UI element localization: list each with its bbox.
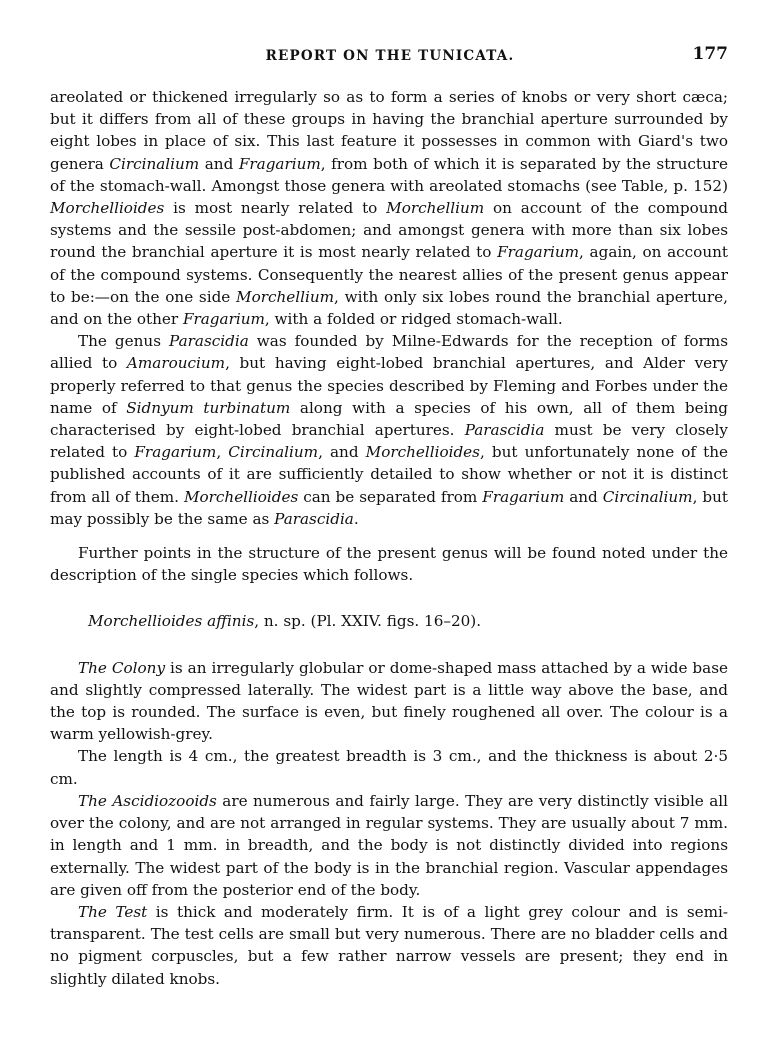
- running-head: REPORT ON THE TUNICATA.: [265, 48, 515, 64]
- page-number: 177: [692, 44, 728, 64]
- paragraph-measurements: The length is 4 cm., the greatest breadth is 3 cm., and the thickness is about 2·5 cm.: [50, 747, 728, 788]
- body-text: [50, 86, 728, 990]
- paragraph-genus-comparison: areolated or thickened irregularly so as to form a series of knobs or very short cæca; but it differs from all of these groups in having the branchial aperture surrounded by eight lobes in place of six. This last feature it possesses in common with Giard's two genera Circinalium and Fragarium, from both of which it is separated by the structure of the stomach-wall. Amongst those genera with areolated stomachs (see Table, p. 152) Morchellioides is most nearly related to Morchellium on account of the compound systems and the sessile post-abdomen; and amongst genera with more than six lobes round the branchial aperture it is most nearly related to Fragarium, again, on account of the compound systems. Consequently the nearest allies of the present genus appear to be:—on the one side Morchellium, with only six lobes round the branchial aperture, and on the other Fragarium, with a folded or ridged stomach-wall.: [50, 88, 728, 329]
- paragraph-ascidiozooids: The Ascidiozooids are numerous and fairly large. They are very distinctly visible all over the colony, and are not arranged in regular systems. They are usually about 7 mm. in length and 1 mm. in breadth, and the body is not distinctly divided into regions externally. The widest part of the body is in the branchial region. Vascular appendages are given off from the posterior end of the body.: [50, 791, 728, 899]
- paragraph-further-points: Further points in the structure of the present genus will be found noted under the description of the single species which follows.: [50, 544, 728, 585]
- species-heading: Morchellioides affinis, n. sp. (Pl. XXIV. figs. 16–20).: [88, 612, 482, 631]
- page-header: [52, 44, 728, 68]
- paragraph-colony: The Colony is an irregularly globular or dome-shaped mass attached by a wide base and slightly compressed laterally. The widest part is a little way above the base, and the top is rounded. The surface is even, but finely roughened all over. The colour is a warm yellowish-grey.: [50, 658, 728, 744]
- paragraph-parascidia: The genus Parascidia was founded by Milne-Edwards for the reception of forms allied to Amaroucium, but having eight-lobed branchial apertures, and Alder very properly referred to that genus the species described by Fleming and Forbes under the name of Sidnyum turbinatum along with a species of his own, all of them being characterised by eight-lobed branchial apertures. Parascidia must be very closely related to Fragarium, Circinalium, and Morchellioides, but unfortunately none of the published accounts of it are sufficiently detailed to show whether or not it is distinct from all of them. Morchellioides can be separated from Fragarium and Circinalium, but may possibly be the same as Parascidia.: [50, 332, 729, 528]
- paragraph-test: The Test is thick and moderately firm. It is of a light grey colour and is semi-transparent. The test cells are small but very numerous. There are no bladder cells and no pigment corpuscles, but a few rather narrow vessels are present; they end in slightly dilated knobs.: [50, 902, 729, 988]
